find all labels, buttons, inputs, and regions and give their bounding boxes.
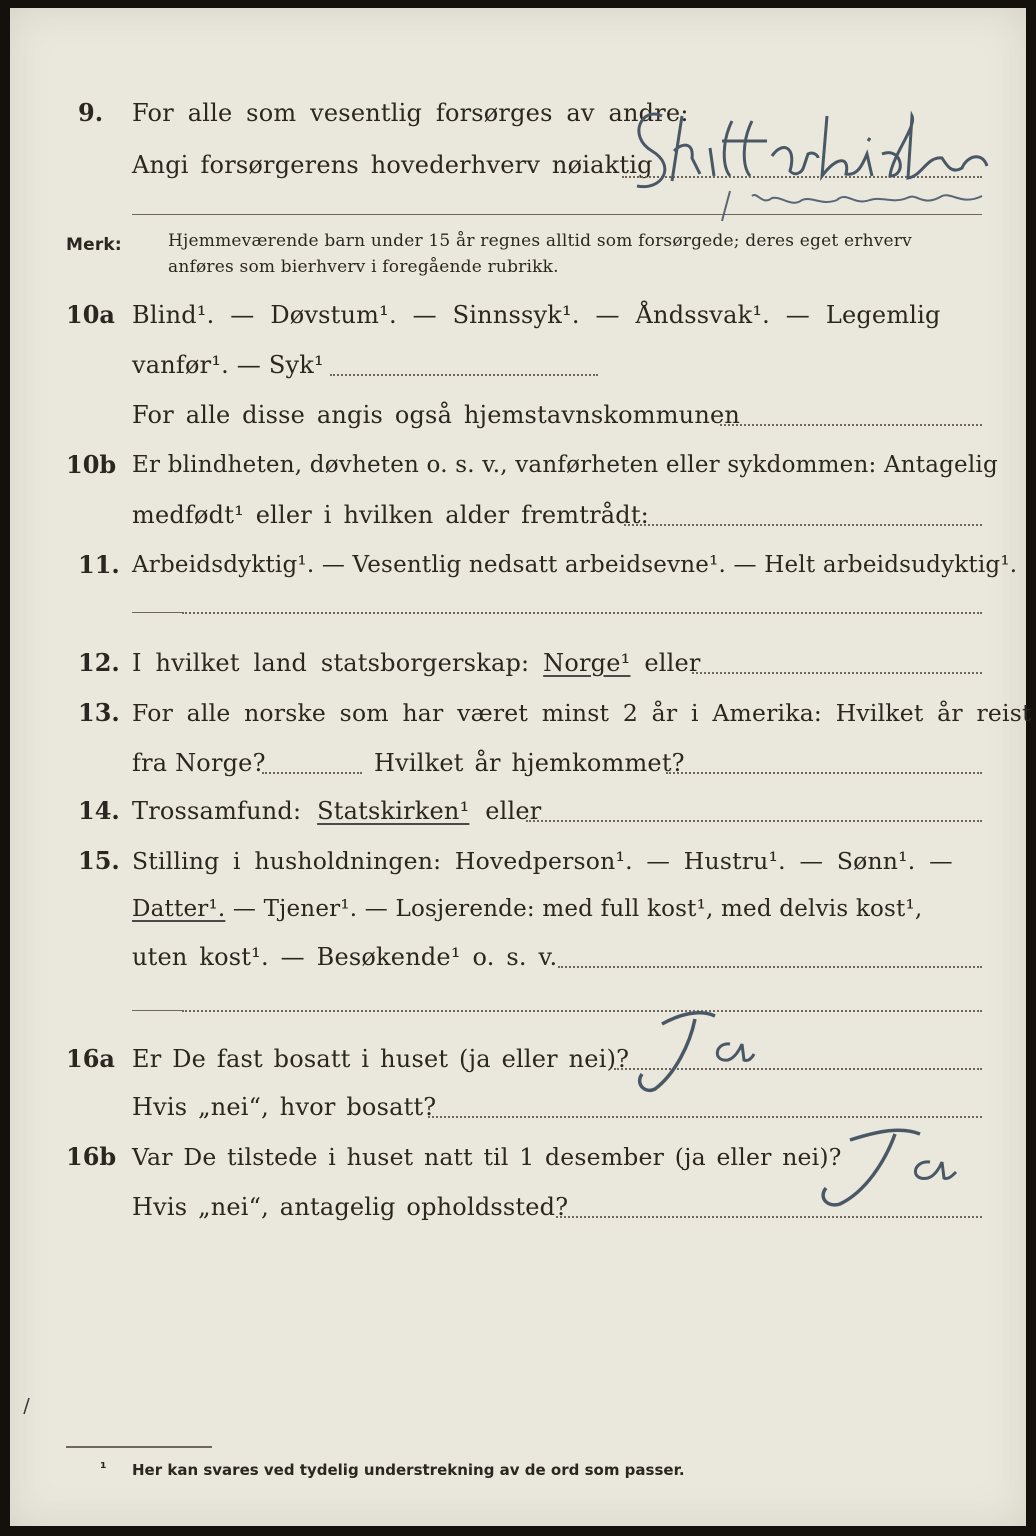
- q9-line1: For alle som vesentlig forsørges av andre:: [132, 99, 689, 127]
- q9-number: 9.: [78, 98, 104, 127]
- q15-line2-rest: — Tjener¹. — Losjerende: med full kost¹, med delvis kost¹,: [232, 896, 923, 922]
- q14-statskirken-underlined: Statskirken¹: [317, 797, 470, 825]
- q15-second-start: [132, 1010, 182, 1011]
- q14-number: 14.: [78, 796, 120, 825]
- q13-hjemkommet-line: [666, 772, 982, 774]
- q10b-line1: Er blindheten, døvheten o. s. v., vanførheten eller sykdommen: Antagelig: [132, 452, 998, 478]
- q12-post: eller: [644, 649, 701, 677]
- q14-answer-line: [526, 820, 982, 822]
- q12-pre: I hvilket land statsborgerskap:: [132, 649, 530, 677]
- q15-line2: [132, 894, 922, 924]
- q10a-line2: vanfør¹. — Syk¹: [132, 351, 324, 379]
- q12-number: 12.: [78, 648, 120, 677]
- merk-label: Merk:: [66, 235, 122, 255]
- q15-line3: uten kost¹. — Besøkende¹ o. s. v.: [132, 943, 558, 971]
- q14-post: eller: [485, 797, 542, 825]
- q12-norge-underlined: Norge¹: [543, 649, 631, 677]
- q13-number: 13.: [78, 698, 120, 727]
- merk-line2: anføres som bierhverv i foregående rubrikk.: [168, 257, 559, 277]
- q16b-number: 16b: [66, 1142, 117, 1171]
- q9-handwritten-answer-signature: [622, 96, 1002, 226]
- footnote-mark: ¹: [100, 1459, 107, 1477]
- q14-pre: Trossamfund:: [132, 797, 302, 825]
- q11-number: 11.: [78, 550, 120, 579]
- q11-line1: Arbeidsdyktig¹. — Vesentlig nedsatt arbeidsevne¹. — Helt arbeidsudyktig¹.: [132, 552, 1018, 578]
- q13-line1: For alle norske som har været minst 2 år i Amerika: Hvilket år reist: [132, 699, 1032, 727]
- q10a-hjemstavn-line: [720, 424, 982, 426]
- q12-text: [132, 648, 701, 678]
- q16a-line2: Hvis „nei“, hvor bosatt?: [132, 1093, 437, 1121]
- q13-reist-line: [262, 772, 362, 774]
- q11-answer-line: [182, 612, 982, 614]
- q10b-answer-line: [624, 524, 982, 526]
- q16b-line2: Hvis „nei“, antagelig opholdssted?: [132, 1193, 569, 1221]
- q14-text: [132, 796, 541, 826]
- q10b-number: 10b: [66, 450, 117, 479]
- q16b-line1: Var De tilstede i huset natt til 1 desember (ja eller nei)?: [132, 1143, 842, 1171]
- q16a-number: 16a: [66, 1044, 115, 1073]
- footnote-text: Her kan svares ved tydelig understrekning av de ord som passer.: [132, 1461, 685, 1479]
- q11-answer-start: [132, 612, 182, 613]
- q10a-line1: Blind¹. — Døvstum¹. — Sinnssyk¹. — Åndssvak¹. — Legemlig: [132, 301, 941, 329]
- q16a-handwritten-answer: [620, 1004, 780, 1104]
- q15-second-line: [182, 1010, 982, 1012]
- q15-datter-underlined: Datter¹.: [132, 896, 226, 922]
- q10a-syk-line: [330, 374, 598, 376]
- merk-line1: Hjemmeværende barn under 15 år regnes alltid som forsørgede; deres eget erhverv: [168, 231, 912, 251]
- q13-line2a: fra Norge?: [132, 749, 266, 777]
- q10a-number: 10a: [66, 300, 115, 329]
- q15-answer-line: [558, 966, 982, 968]
- census-form-page: [10, 8, 1032, 1526]
- q12-answer-line: [692, 672, 982, 674]
- q10a-line3: For alle disse angis også hjemstavnskommunen: [132, 401, 741, 429]
- q9-line2: Angi forsørgerens hovederhverv nøiaktig: [132, 151, 653, 179]
- q15-line1: Stilling i husholdningen: Hovedperson¹. — Hustru¹. — Sønn¹. —: [132, 847, 953, 875]
- q15-number: 15.: [78, 846, 120, 875]
- stray-pen-mark: [22, 1396, 32, 1418]
- q10b-line2: medfødt¹ eller i hvilken alder fremtrådt:: [132, 501, 649, 529]
- q16a-line1: Er De fast bosatt i huset (ja eller nei)?: [132, 1045, 630, 1073]
- footnote-rule: [66, 1446, 212, 1448]
- q13-line2b: Hvilket år hjemkommet?: [374, 749, 685, 777]
- q16b-handwritten-answer: [800, 1112, 980, 1222]
